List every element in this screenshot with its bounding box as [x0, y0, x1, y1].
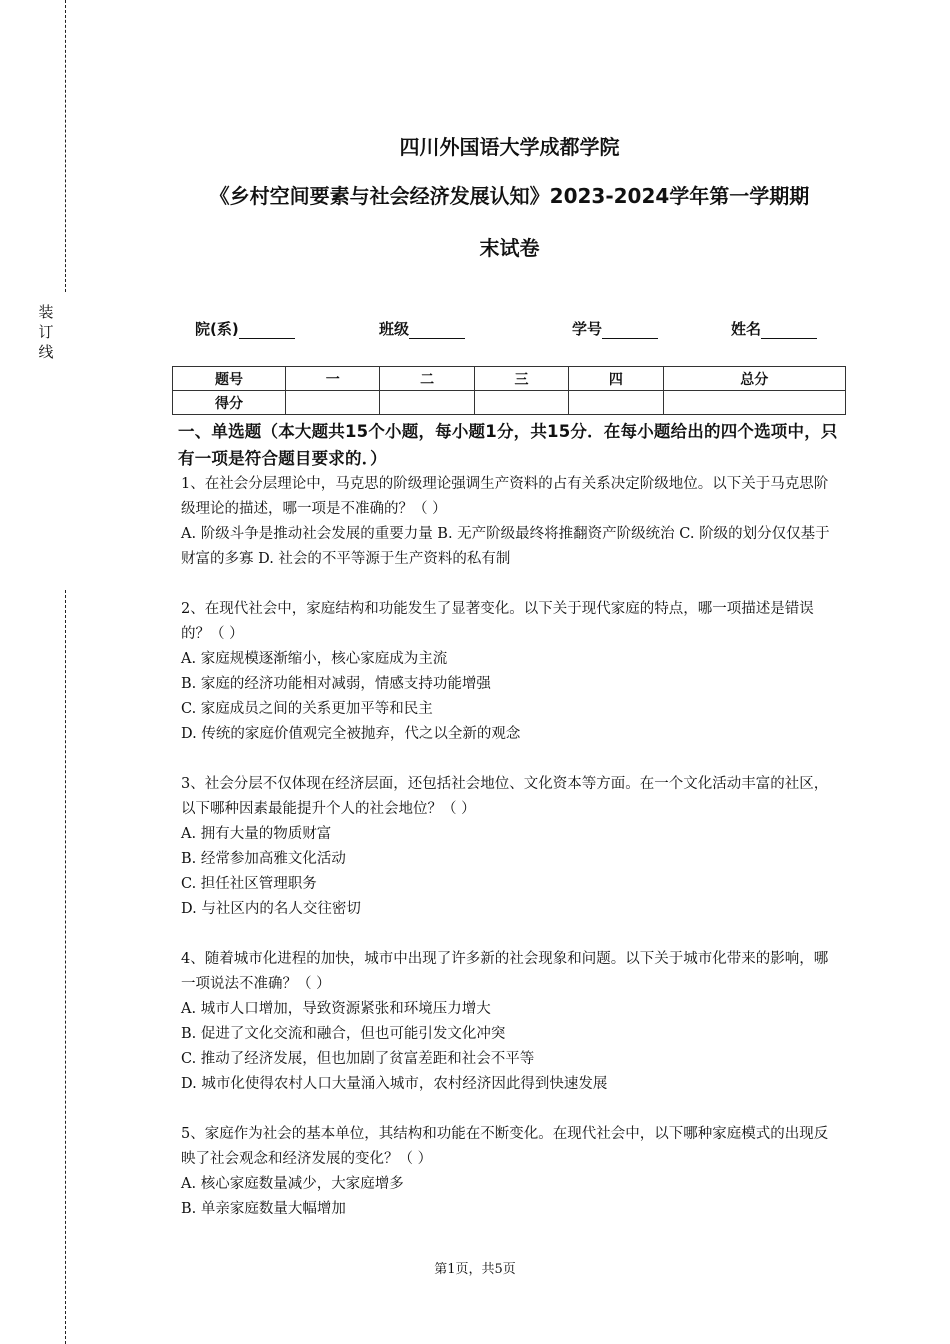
- question-option: B. 家庭的经济功能相对减弱，情感支持功能增强: [181, 676, 491, 692]
- question-option: A. 拥有大量的物质财富: [181, 826, 332, 842]
- score-table-cell: 题号: [173, 367, 286, 391]
- name-field: [731, 318, 817, 339]
- question-stem: 1、在社会分层理论中，马克思的阶级理论强调生产资料的占有关系决定阶级地位。以下关于马克思阶级理论的描述，哪一项是不准确的？（ ）: [181, 476, 829, 517]
- question-option: B. 经常参加高雅文化活动: [181, 851, 346, 867]
- binding-line-top: [65, 0, 66, 292]
- score-table-cell: 二: [380, 367, 474, 391]
- college-blank[interactable]: [239, 322, 295, 339]
- class-field: [379, 318, 465, 339]
- question-option: A. 家庭规模逐渐缩小，核心家庭成为主流: [181, 651, 448, 667]
- score-table-header-row: [173, 367, 846, 391]
- student-info-row: [195, 318, 835, 342]
- name-label: 姓名: [731, 320, 762, 338]
- question-5: [181, 1122, 841, 1222]
- question-option: C. 家庭成员之间的关系更加平等和民主: [181, 701, 433, 717]
- question-option: D. 传统的家庭价值观完全被抛弃，代之以全新的观念: [181, 726, 521, 742]
- section-heading: 一、单选题（本大题共15个小题，每小题1分，共15分．在每小题给出的四个选项中，只有一项是符合题目要求的．）: [178, 422, 838, 468]
- college-field: [195, 318, 295, 339]
- question-option: D. 与社区内的名人交往密切: [181, 901, 361, 917]
- college-label: 院(系): [195, 320, 239, 338]
- question-stem: 2、在现代社会中，家庭结构和功能发生了显著变化。以下关于现代家庭的特点，哪一项描述是错误的？（ ）: [181, 601, 814, 642]
- class-label: 班级: [379, 320, 410, 338]
- question-option: A. 城市人口增加，导致资源紧张和环境压力增大: [181, 1001, 491, 1017]
- page-footer: 第1页，共5页: [434, 1262, 516, 1277]
- binding-label: [36, 302, 56, 362]
- question-option: C. 担任社区管理职务: [181, 876, 317, 892]
- student-id-label: 学号: [572, 320, 603, 338]
- question-option: B. 单亲家庭数量大幅增加: [181, 1201, 346, 1217]
- exam-content: [178, 418, 841, 1222]
- score-table: [172, 366, 846, 415]
- score-table-cell: 四: [569, 367, 663, 391]
- question-option: D. 城市化使得农村人口大量涌入城市，农村经济因此得到快速发展: [181, 1076, 608, 1092]
- class-blank[interactable]: [409, 322, 465, 339]
- binding-line-bottom: [65, 590, 66, 1344]
- exam-title-suffix: 末试卷: [479, 236, 540, 260]
- score-table-cell: 三: [474, 367, 568, 391]
- score-table-cell: 一: [286, 367, 380, 391]
- question-option: B. 促进了文化交流和融合，但也可能引发文化冲突: [181, 1026, 506, 1042]
- exam-title-school: 四川外国语大学成都学院: [399, 135, 620, 159]
- score-input-cell[interactable]: [286, 391, 380, 415]
- exam-title-course: 《乡村空间要素与社会经济发展认知》2023-2024学年第一学期期: [209, 184, 810, 208]
- student-id-blank[interactable]: [602, 322, 658, 339]
- question-4: [181, 947, 841, 1097]
- binding-char: 装: [38, 303, 54, 321]
- score-row-label: 得分: [173, 391, 286, 415]
- question-3: [181, 772, 841, 922]
- binding-char: 订: [38, 323, 54, 341]
- question-2: [181, 597, 841, 747]
- question-option: C. 推动了经济发展，但也加剧了贫富差距和社会不平等: [181, 1051, 535, 1067]
- score-input-cell[interactable]: [380, 391, 474, 415]
- name-blank[interactable]: [761, 322, 817, 339]
- question-stem: 5、家庭作为社会的基本单位，其结构和功能在不断变化。在现代社会中，以下哪种家庭模式的出现反映了社会观念和经济发展的变化？（ ）: [181, 1126, 829, 1167]
- score-table-cell: 总分: [663, 367, 846, 391]
- student-id-field: [572, 318, 658, 339]
- score-input-cell[interactable]: [569, 391, 663, 415]
- question-options: A. 阶级斗争是推动社会发展的重要力量 B. 无产阶级最终将推翻资产阶级统治 C. 阶级的划分仅仅基于财富的多寡 D. 社会的不平等源于生产资料的私有制: [181, 526, 830, 567]
- question-stem: 4、随着城市化进程的加快，城市中出现了许多新的社会现象和问题。以下关于城市化带来的影响，哪一项说法不准确？（ ）: [181, 951, 829, 992]
- score-table-score-row: [173, 391, 846, 415]
- score-input-cell[interactable]: [474, 391, 568, 415]
- question-1: [181, 472, 841, 572]
- binding-char: 线: [38, 343, 54, 361]
- question-option: A. 核心家庭数量减少，大家庭增多: [181, 1176, 404, 1192]
- score-input-cell[interactable]: [663, 391, 846, 415]
- question-stem: 3、社会分层不仅体现在经济层面，还包括社会地位、文化资本等方面。在一个文化活动丰富的社区，以下哪种因素最能提升个人的社会地位？（ ）: [181, 776, 829, 817]
